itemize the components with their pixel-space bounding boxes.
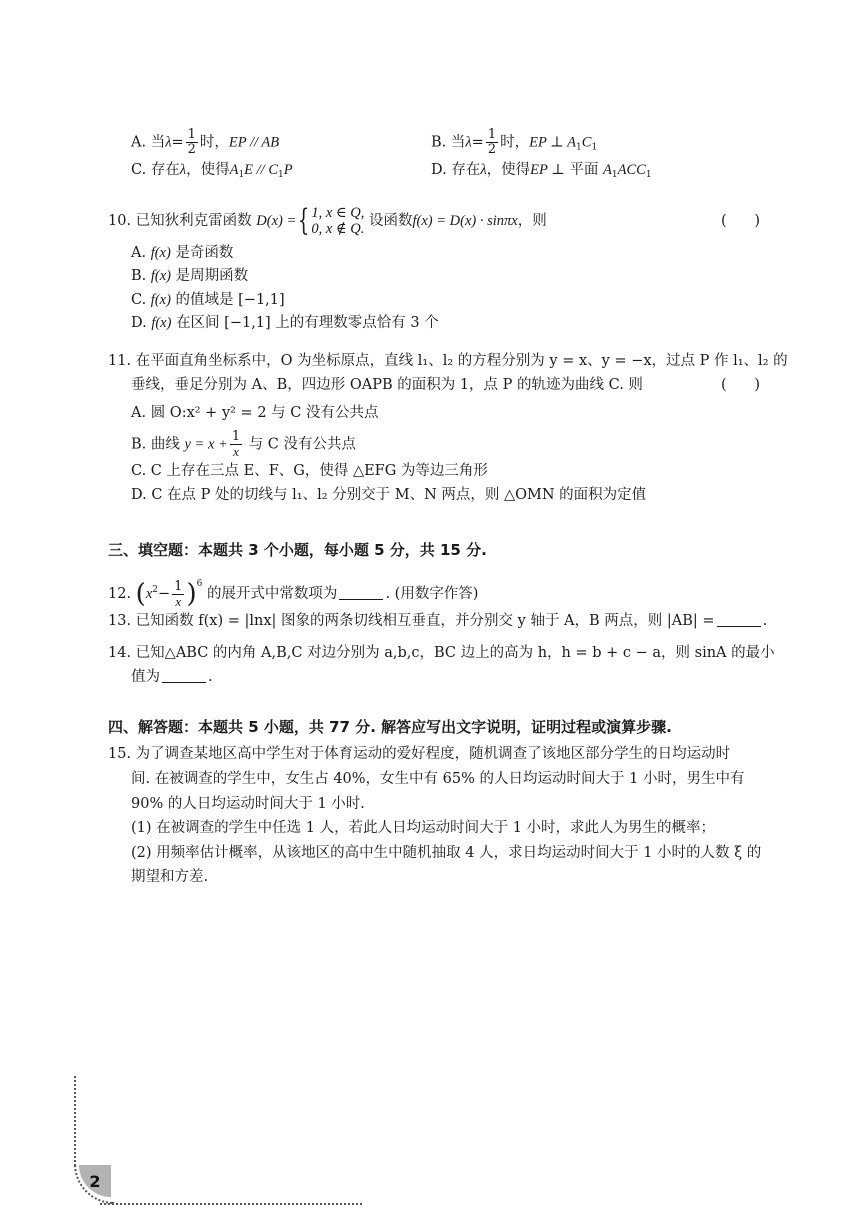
option-text: 当 xyxy=(150,134,166,151)
math: f(x) xyxy=(151,315,172,331)
paren-open: ( xyxy=(135,579,146,609)
q13 xyxy=(108,611,767,631)
math: A xyxy=(229,162,239,178)
numerator: 1 xyxy=(487,127,497,142)
question-text: . (用数字作答) xyxy=(385,586,479,602)
option-label: B. xyxy=(131,268,147,284)
math: − xyxy=(158,586,171,602)
q10-option-b xyxy=(131,266,248,286)
option-text: ，使得 xyxy=(186,162,230,178)
option-text: C 上存在三点 E、F、G，使得 △EFG 为等边三角形 xyxy=(150,463,488,479)
option-text: 的值域是 [−1,1] xyxy=(175,292,285,308)
page-number-badge xyxy=(79,1165,111,1197)
q15-line1 xyxy=(108,744,730,764)
fraction xyxy=(172,580,184,609)
option-label: B. xyxy=(431,134,447,151)
math: x xyxy=(145,586,153,602)
question-text: 为了调查某地区高中学生对于体育运动的爱好程度，随机调查了该地区部分学生的日均运动时 xyxy=(135,746,731,762)
math: EP // AB xyxy=(228,134,280,151)
option-text: 曲线 xyxy=(150,436,180,453)
option-text: 圆 O:x² + y² = 2 与 C 没有公共点 xyxy=(150,405,379,421)
case: 0, x ∉ Q. xyxy=(311,221,365,237)
brace-icon: { xyxy=(298,203,310,238)
option-text: 时， xyxy=(199,134,229,151)
math: EP ⊥ xyxy=(530,162,565,178)
question-text: . xyxy=(762,613,768,629)
superscript: 2 xyxy=(152,585,158,595)
subscript: 1 xyxy=(591,142,598,153)
option-label: C. xyxy=(131,292,147,308)
option-text: ，使得 xyxy=(486,162,531,178)
option-label: C. xyxy=(131,162,147,178)
answer-blank[interactable] xyxy=(339,585,383,600)
q11-option-d xyxy=(131,485,646,505)
q10-stem xyxy=(108,203,547,243)
q10-option-a xyxy=(131,243,233,263)
math: λ xyxy=(165,134,172,151)
q11-option-c xyxy=(131,461,488,481)
q11-stem-line2: 垂线，垂足分别为 A、B，四边形 OAPB 的面积为 1，点 P 的轨迹为曲线 C. 则 xyxy=(131,377,643,393)
option-label: D. xyxy=(131,315,147,331)
q9-option-c xyxy=(131,160,293,185)
option-label: A. xyxy=(131,245,147,261)
subscript: 1 xyxy=(576,142,582,153)
option-text: 是周期函数 xyxy=(175,268,249,284)
question-number: 15. xyxy=(108,746,132,762)
denominator: x xyxy=(233,444,239,459)
option-text: 与 C 没有公共点 xyxy=(248,436,357,453)
option-text: 是奇函数 xyxy=(175,245,234,261)
numerator: 1 xyxy=(174,578,183,594)
option-label: A. xyxy=(131,134,147,151)
subscript: 1 xyxy=(278,170,284,180)
question-text: 已知函数 f(x) = |lnx| 图象的两条切线相互垂直，并分别交 y 轴于 A，B 两点，则 |AB| = xyxy=(135,613,715,629)
subscript: 1 xyxy=(238,170,245,180)
question-text: 设函数 xyxy=(368,213,413,229)
option-label: C. xyxy=(131,463,147,479)
q9-option-d xyxy=(431,160,652,185)
q15-part1: (1) 在被调查的学生中任选 1 人，若此人日均运动时间大于 1 小时，求此人为男生的概率； xyxy=(131,820,716,836)
math: A xyxy=(603,162,612,178)
question-number: 14. xyxy=(108,645,132,661)
question-text: 已知△ABC 的内角 A,B,C 对边分别为 a,b,c，BC 边上的高为 h，h = b + c − a，则 sinA 的最小 xyxy=(135,645,775,661)
q11-option-a xyxy=(131,403,378,423)
paren-close: ) xyxy=(186,579,197,609)
answer-blank[interactable] xyxy=(162,668,206,683)
answer-paren: ( ) xyxy=(721,213,760,229)
math: y = x + xyxy=(184,436,228,453)
numerator: 1 xyxy=(231,429,241,444)
q10-option-d xyxy=(131,313,439,333)
question-text: ，则 xyxy=(517,213,547,229)
math: f(x) = D(x) · sinπx xyxy=(412,213,518,229)
math: λ xyxy=(480,162,487,178)
subscript: 1 xyxy=(645,170,652,180)
option-text: 时， xyxy=(500,134,530,151)
q9-option-a xyxy=(131,128,279,157)
section-heading-fill-in: 三、填空题：本题共 3 个小题，每小题 5 分，共 15 分. xyxy=(108,541,487,559)
section-heading-solutions: 四、解答题：本题共 5 小题，共 77 分. 解答应写出文字说明，证明过程或演算步骤. xyxy=(108,718,672,736)
dotted-border-horizontal xyxy=(100,1203,362,1205)
option-label: D. xyxy=(431,162,447,178)
q15-line2: 间. 在被调查的学生中，女生占 40%，女生中有 65% 的人日均运动时间大于 1 小时，男生中有 xyxy=(131,771,745,787)
q15-line3: 90% 的人日均运动时间大于 1 小时. xyxy=(131,796,365,812)
math: ACC xyxy=(617,162,646,178)
math: EP ⊥ A xyxy=(529,134,577,151)
question-number: 11. xyxy=(108,353,132,369)
denominator: 2 xyxy=(187,142,196,157)
answer-blank[interactable] xyxy=(717,612,761,627)
math: = xyxy=(471,134,484,151)
option-label: A. xyxy=(131,405,147,421)
math: E // C xyxy=(244,162,279,178)
fraction xyxy=(230,430,242,459)
math: λ xyxy=(465,134,472,151)
q14-line2 xyxy=(131,667,213,687)
denominator: x xyxy=(175,593,182,609)
math: C xyxy=(581,134,592,151)
dotted-border-vertical xyxy=(74,1076,76,1166)
numerator: 1 xyxy=(187,127,196,142)
math: λ xyxy=(179,162,187,178)
q11-stem-line1 xyxy=(108,351,788,371)
option-text: 存在 xyxy=(150,162,180,178)
question-text: . xyxy=(208,669,213,685)
q12 xyxy=(108,568,479,609)
q15-part2: (2) 用频率估计概率，从该地区的高中生中随机抽取 4 人，求日均运动时间大于 1 小时的人数 ξ 的 xyxy=(131,845,762,861)
q9-option-b xyxy=(431,128,597,158)
option-text: 存在 xyxy=(451,162,481,178)
option-label: D. xyxy=(131,487,147,503)
option-label: B. xyxy=(131,436,147,453)
question-text: 的展开式中常数项为 xyxy=(206,586,338,602)
option-text: 平面 xyxy=(569,162,599,178)
question-text: 在平面直角坐标系中，O 为坐标原点，直线 l₁、l₂ 的方程分别为 y = x、y = −x，过点 P 作 l₁、l₂ 的 xyxy=(135,353,788,369)
math: f(x) xyxy=(150,245,171,261)
superscript: 6 xyxy=(196,579,203,589)
math: = xyxy=(171,134,184,151)
fraction xyxy=(186,128,198,157)
question-number: 13. xyxy=(108,613,132,629)
q15-part2-cont: 期望和方差. xyxy=(131,869,209,885)
question-text: 值为 xyxy=(131,669,160,685)
option-text: 当 xyxy=(450,134,466,151)
math: P xyxy=(283,162,293,178)
fraction xyxy=(486,128,498,157)
math: f(x) xyxy=(150,268,171,284)
math: f(x) xyxy=(150,292,171,308)
q10-option-c xyxy=(131,290,285,310)
math: D(x) = xyxy=(256,213,297,229)
piecewise-cases xyxy=(311,205,364,237)
question-number: 12. xyxy=(108,586,132,602)
denominator: 2 xyxy=(487,142,497,157)
question-text: 已知狄利克雷函数 xyxy=(135,213,252,229)
q11-option-b xyxy=(131,430,356,459)
option-text: C 在点 P 处的切线与 l₁、l₂ 分别交于 M、N 两点，则 △OMN 的面积为定值 xyxy=(151,487,647,503)
subscript: 1 xyxy=(611,170,618,180)
question-number: 10. xyxy=(108,213,132,229)
option-text: 在区间 [−1,1] 上的有理数零点恰有 3 个 xyxy=(176,315,439,331)
q14-line1 xyxy=(108,643,775,663)
page-number: 2 xyxy=(89,1171,101,1191)
case: 1, x ∈ Q, xyxy=(311,205,365,221)
answer-paren: ( ) xyxy=(721,377,760,393)
